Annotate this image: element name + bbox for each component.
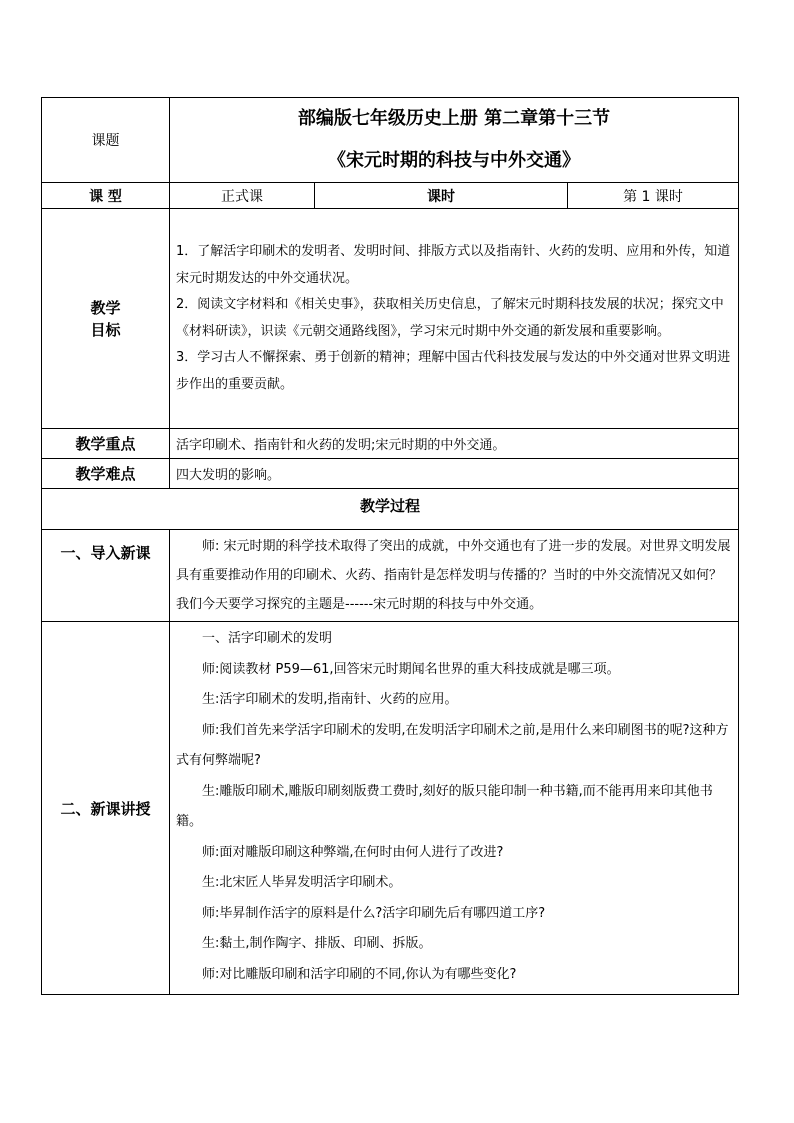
topic-title <box>170 98 739 183</box>
period-value: 第 1 课时 <box>568 183 739 209</box>
lesson-line: 生:活字印刷术的发明,指南针、火药的应用。 <box>202 692 458 707</box>
objectives-label <box>42 209 170 429</box>
process-title: 教学过程 <box>42 489 739 530</box>
intro-content <box>170 530 739 622</box>
lesson-line: 师:毕昇制作活字的原料是什么?活字印刷先后有哪四道工序? <box>202 905 546 921</box>
new-lesson-label: 二、新课讲授 <box>42 622 170 995</box>
lesson-line: 生:黏土,制作陶字、排版、印刷、拆版。 <box>202 936 432 951</box>
key-points-label: 教学重点 <box>42 429 170 459</box>
lesson-line: 师:面对雕版印刷这种弊端,在何时由何人进行了改进? <box>202 844 504 860</box>
new-lesson-content <box>170 622 739 995</box>
lesson-line: 师:我们首先来学活字印刷术的发明,在发明活字印刷术之前,是用什么来印刷图书的呢?这种方式有何弊端呢? <box>176 722 729 768</box>
objective-item: 3．学习古人不懈探索、勇于创新的精神；理解中国古代科技发展与发达的中外交通对世界文明进步作出的重要贡献。 <box>176 350 731 392</box>
lesson-type-label: 课 型 <box>42 183 170 209</box>
objectives-content <box>170 209 739 429</box>
intro-row <box>42 530 739 622</box>
lesson-type-value: 正式课 <box>170 183 315 209</box>
lesson-line: 师:阅读教材 P59—61,回答宋元时期闻名世界的重大科技成就是哪三项。 <box>202 661 620 677</box>
topic-row <box>42 98 739 183</box>
objectives-row <box>42 209 739 429</box>
lesson-line: 一、活字印刷术的发明 <box>202 631 333 646</box>
topic-label: 课题 <box>42 98 170 183</box>
difficulties-row <box>42 459 739 489</box>
objective-item: 2．阅读文字材料和《相关史事》，获取相关历史信息，了解宋元时期科技发展的状况；探究文中《材料研读》，识读《元朝交通路线图》，学习宋元时期中外交通的新发展和重要影响。 <box>176 297 724 339</box>
difficulties-value: 四大发明的影响。 <box>170 459 739 489</box>
difficulties-label: 教学难点 <box>42 459 170 489</box>
lesson-line: 生:北宋匠人毕昇发明活字印刷术。 <box>202 875 402 890</box>
objectives-label-line2: 目标 <box>90 320 121 339</box>
lesson-plan-table <box>41 97 739 995</box>
new-lesson-row <box>42 622 739 995</box>
lesson-line: 生:雕版印刷术,雕版印刷刻版费工费时,刻好的版只能印制一种书籍,而不能再用来印其他书籍。 <box>176 783 713 829</box>
topic-title-line1: 部编版七年级历史上册 第二章第十三节 <box>297 108 611 129</box>
objective-item: 1．了解活字印刷术的发明者、发明时间、排版方式以及指南针、火药的发明、应用和外传，知道宋元时期发达的中外交通状况。 <box>176 244 731 286</box>
lesson-line: 师:对比雕版印刷和活字印刷的不同,你认为有哪些变化? <box>202 966 517 982</box>
topic-title-line2: 《宋元时期的科技与中外交通》 <box>328 150 580 171</box>
process-row <box>42 489 739 530</box>
key-points-row <box>42 429 739 459</box>
intro-text: 师: 宋元时期的科学技术取得了突出的成就，中外交通也有了进一步的发展。对世界文明发展具有重要推动作用的印刷术、火药、指南针是怎样发明与传播的？当时的中外交流情况又如何？我们今天要学习探究的主题是------宋元时期的科技与中外交通。 <box>176 539 731 612</box>
period-label: 课时 <box>315 183 568 209</box>
objectives-label-line1: 教学 <box>90 298 121 317</box>
key-points-value: 活字印刷术、指南针和火药的发明;宋元时期的中外交通。 <box>170 429 739 459</box>
lesson-type-row <box>42 183 739 209</box>
intro-label: 一、导入新课 <box>42 530 170 622</box>
